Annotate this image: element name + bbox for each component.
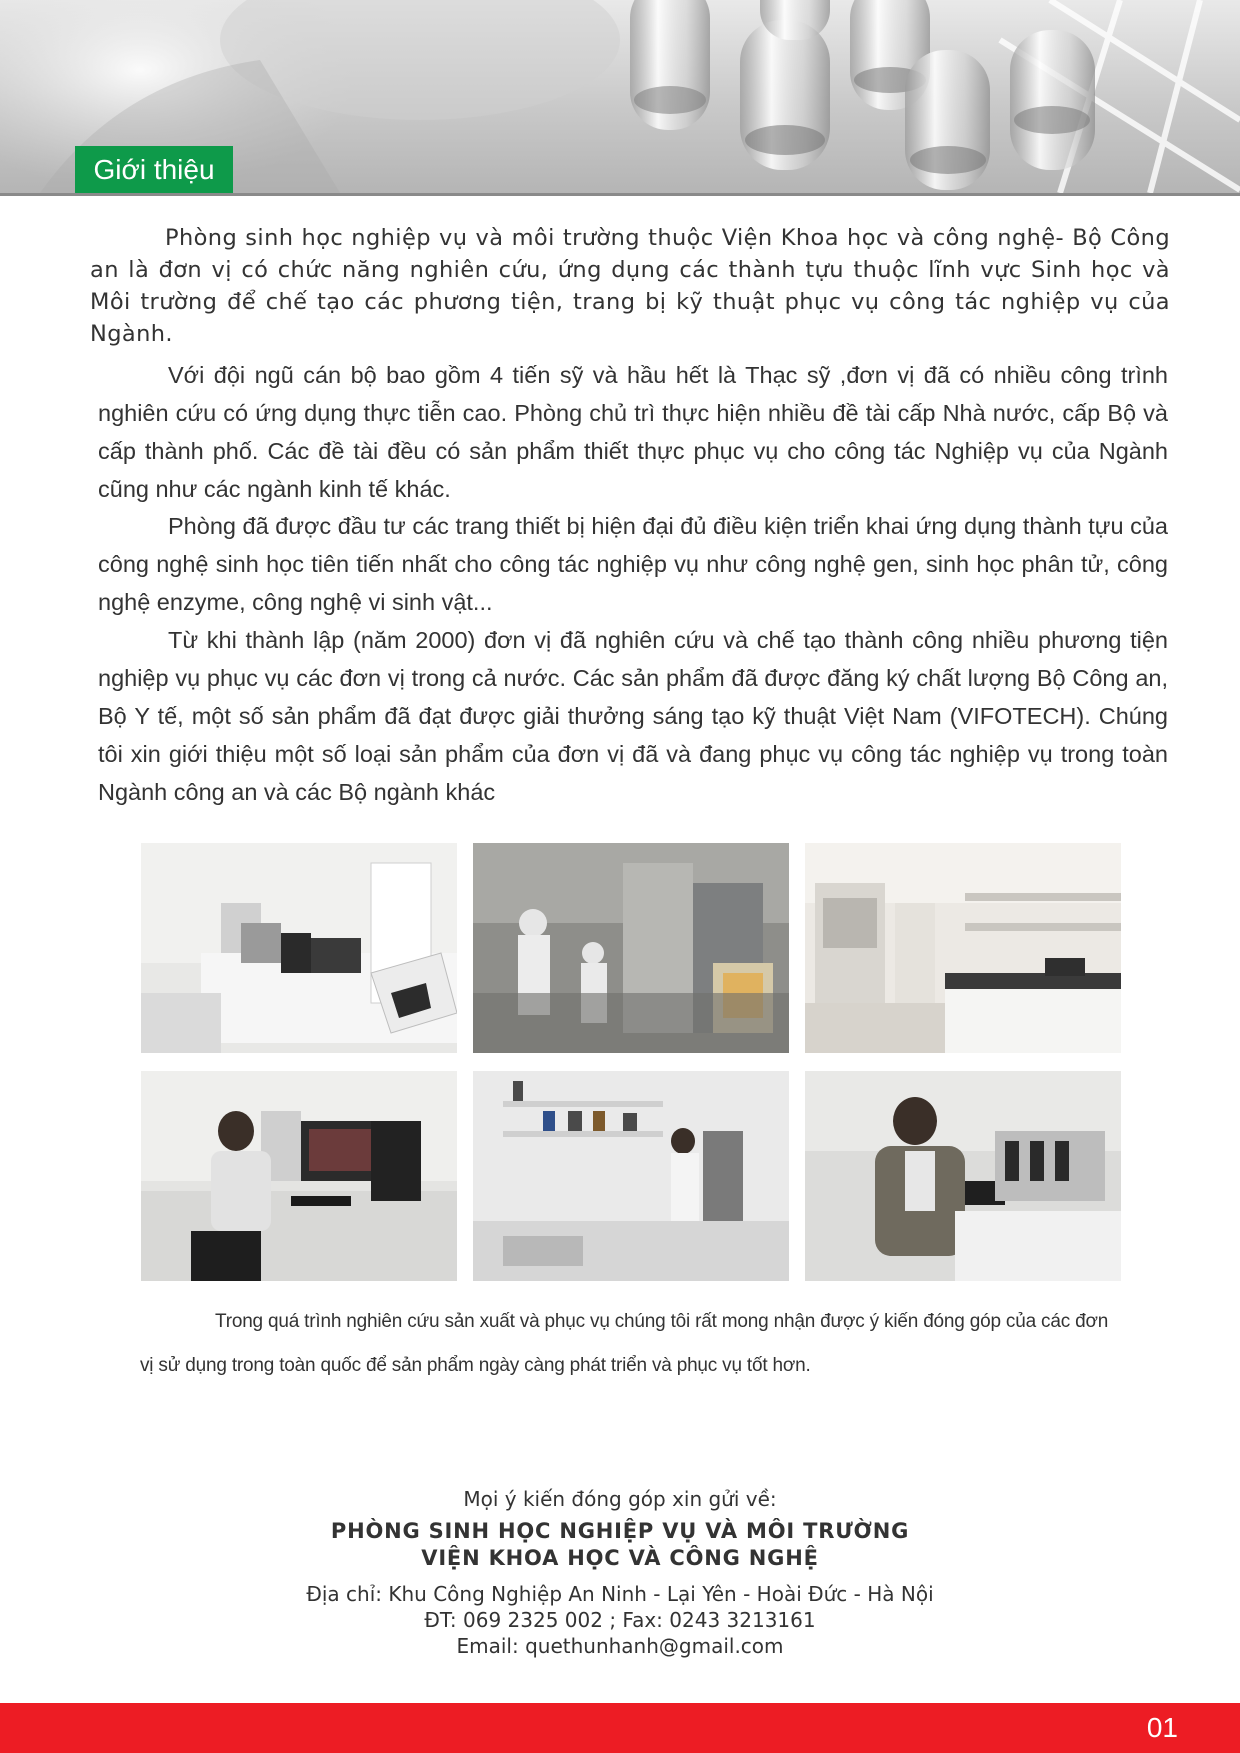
lab-photo-6: [805, 1071, 1121, 1281]
body-paragraph-3: Từ khi thành lập (năm 2000) đơn vị đã nghiên cứu và chế tạo thành công nhiều phương tiện nghiệp vụ phục vụ các đơn vị trong cả nước. Các sản phẩm đã được đăng ký chất lượng Bộ Công an, Bộ Y tế, một số sản phẩm đã đạt được giải thưởng sáng tạo kỹ thuật Việt Nam (VIFOTECH). Chúng tôi xin giới thiệu một số loại sản phẩm của đơn vị đã và đang phục vụ công tác nghiệp vụ trong toàn Ngành công an và các Bộ ngành khác: [98, 627, 1168, 805]
lab-photo-4: [141, 1071, 457, 1281]
intro-paragraph: Phòng sinh học nghiệp vụ và môi trường thuộc Viện Khoa học và công nghệ- Bộ Công an là đơn vị có chức năng nghiên cứu, ứng dụng các thành tựu thuộc lĩnh vực Sinh học và Môi trường để chế tạo các phương tiện, trang bị kỹ thuật phục vụ công tác nghiệp vụ của Ngành.: [90, 225, 1170, 347]
page-number: 01: [1146, 1712, 1178, 1743]
header-divider: [0, 193, 1240, 196]
organization-name: PHÒNG SINH HỌC NGHIỆP VỤ VÀ MÔI TRƯỜNG: [330, 1519, 910, 1543]
section-label: Giới thiệu: [75, 146, 233, 193]
contact-organization: [0, 1518, 1240, 1572]
lab-photo-2: [473, 843, 789, 1053]
header-banner: [0, 0, 1240, 193]
lab-photo-3: [805, 843, 1121, 1053]
lab-photo-5: [473, 1071, 789, 1281]
contact-intro: Mọi ý kiến đóng góp xin gửi về:: [463, 1487, 777, 1511]
closing-note: Trong quá trình nghiên cứu sản xuất và phục vụ chúng tôi rất mong nhận được ý kiến đóng góp của các đơn vị sử dụng trong toàn quốc để sản phẩm ngày càng phát triển và phục vụ tốt hơn.: [140, 1311, 1109, 1376]
institute-name: VIỆN KHOA HỌC VÀ CÔNG NGHỆ: [421, 1546, 819, 1570]
contact-email[interactable]: Email: quethunhanh@gmail.com: [456, 1634, 784, 1658]
lab-photo-1: [141, 843, 457, 1053]
footer-bar: [0, 1703, 1240, 1753]
body-paragraph-2: Phòng đã được đầu tư các trang thiết bị hiện đại đủ điều kiện triển khai ứng dụng thành tựu của công nghệ sinh học tiên tiến nhất cho công tác nghiệp vụ như công nghệ gen, sinh học phân tử, công nghệ enzyme, công nghệ vi sinh vật...: [98, 513, 1168, 615]
body-paragraph-1: Với đội ngũ cán bộ bao gồm 4 tiến sỹ và hầu hết là Thạc sỹ ,đơn vị đã có nhiều công trình nghiên cứu có ứng dụng thực tiễn cao. Phòng chủ trì thực hiện nhiều đề tài cấp Nhà nước, cấp Bộ và cấp thành phố. Các đề tài đều có sản phẩm thiết thực phục vụ cho công tác Nghiệp vụ của Ngành cũng như các ngành kinh tế khác.: [98, 362, 1168, 502]
contact-phone: ĐT: 069 2325 002 ; Fax: 0243 3213161: [424, 1608, 816, 1632]
contact-address: Địa chỉ: Khu Công Nghiệp An Ninh - Lại Yên - Hoài Đức - Hà Nội: [306, 1582, 934, 1606]
